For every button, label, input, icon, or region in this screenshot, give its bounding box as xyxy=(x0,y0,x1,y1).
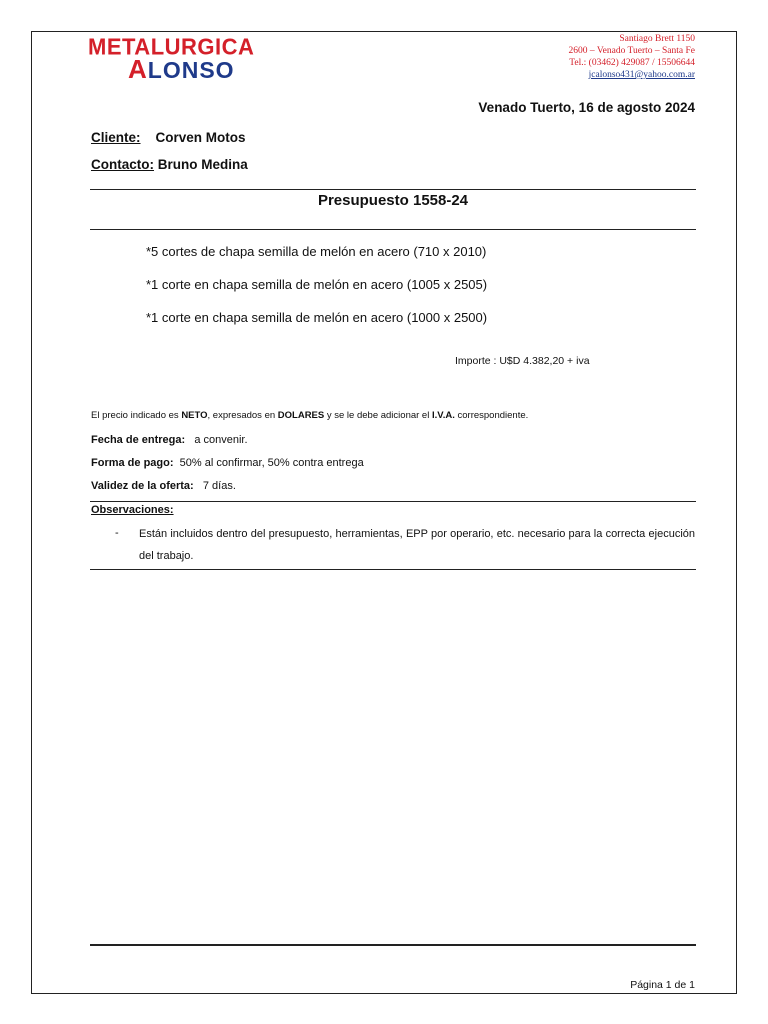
quote-item: *1 corte en chapa semilla de melón en acero (1000 x 2500) xyxy=(146,310,488,325)
client-label: Cliente: xyxy=(91,130,141,145)
payment-terms-label: Forma de pago: xyxy=(91,457,174,469)
logo-rest: LONSO xyxy=(147,57,235,83)
quote-item: *1 corte en chapa semilla de melón en acero (1005 x 2505) xyxy=(146,277,488,292)
address-phone: Tel.: (03462) 429087 / 15506644 xyxy=(569,58,695,68)
offer-validity-label: Validez de la oferta: xyxy=(91,480,194,492)
price-note xyxy=(91,410,528,421)
company-address-block xyxy=(569,33,696,81)
price-note-text: El precio indicado es xyxy=(91,410,182,421)
price-note-text: correspondiente. xyxy=(454,410,529,421)
address-city: 2600 – Venado Tuerto – Santa Fe xyxy=(568,46,695,56)
price-note-bold: I.V.A. xyxy=(431,410,455,421)
price-note-bold: DOLARES xyxy=(277,410,325,421)
price-note-bold: NETO xyxy=(181,410,208,421)
address-street: Santiago Brett 1150 xyxy=(619,34,695,44)
payment-terms-line xyxy=(91,457,364,469)
price-note-text: , expresados en xyxy=(207,410,278,421)
divider-top xyxy=(90,189,696,190)
logo-line-2 xyxy=(128,54,235,84)
divider-title-bottom xyxy=(90,229,696,230)
page-number: Página 1 de 1 xyxy=(630,979,695,991)
payment-terms-value: 50% al confirmar, 50% contra entrega xyxy=(179,457,364,469)
delivery-date-line xyxy=(91,434,248,446)
logo-cap-letter: A xyxy=(128,54,148,84)
contact-label: Contacto: xyxy=(91,157,154,172)
company-logo xyxy=(88,33,268,84)
address-email-link[interactable]: jcalonso431@yahoo.com.ar xyxy=(588,70,695,80)
contact-value: Bruno Medina xyxy=(157,157,248,172)
quote-item: *5 cortes de chapa semilla de melón en acero (710 x 2010) xyxy=(146,244,487,259)
logo-line-1: METALURGICA xyxy=(88,33,255,60)
price-note-text: y se le debe adicionar el xyxy=(324,410,432,421)
footer-divider xyxy=(90,944,696,946)
quote-title: Presupuesto 1558-24 xyxy=(317,192,469,209)
observation-text: Están incluidos dentro del presupuesto, herramientas, EPP por operario, etc. necesario para la correcta ejecución del trabajo. xyxy=(139,528,695,562)
delivery-date-value: a convenir. xyxy=(194,434,248,446)
observation-bullet: - xyxy=(115,527,119,539)
divider-observations-top xyxy=(90,501,696,502)
document-date: Venado Tuerto, 16 de agosto 2024 xyxy=(478,100,695,115)
divider-observations-bottom xyxy=(90,569,696,570)
delivery-date-label: Fecha de entrega: xyxy=(91,434,186,446)
observations-title: Observaciones: xyxy=(91,504,174,516)
contact-line xyxy=(91,157,248,172)
client-value: Corven Motos xyxy=(155,130,246,145)
offer-validity-value: 7 días. xyxy=(202,480,236,492)
offer-validity-line xyxy=(91,480,236,492)
client-line xyxy=(91,130,246,145)
import-amount: Importe : U$D 4.382,20 + iva xyxy=(455,355,590,367)
